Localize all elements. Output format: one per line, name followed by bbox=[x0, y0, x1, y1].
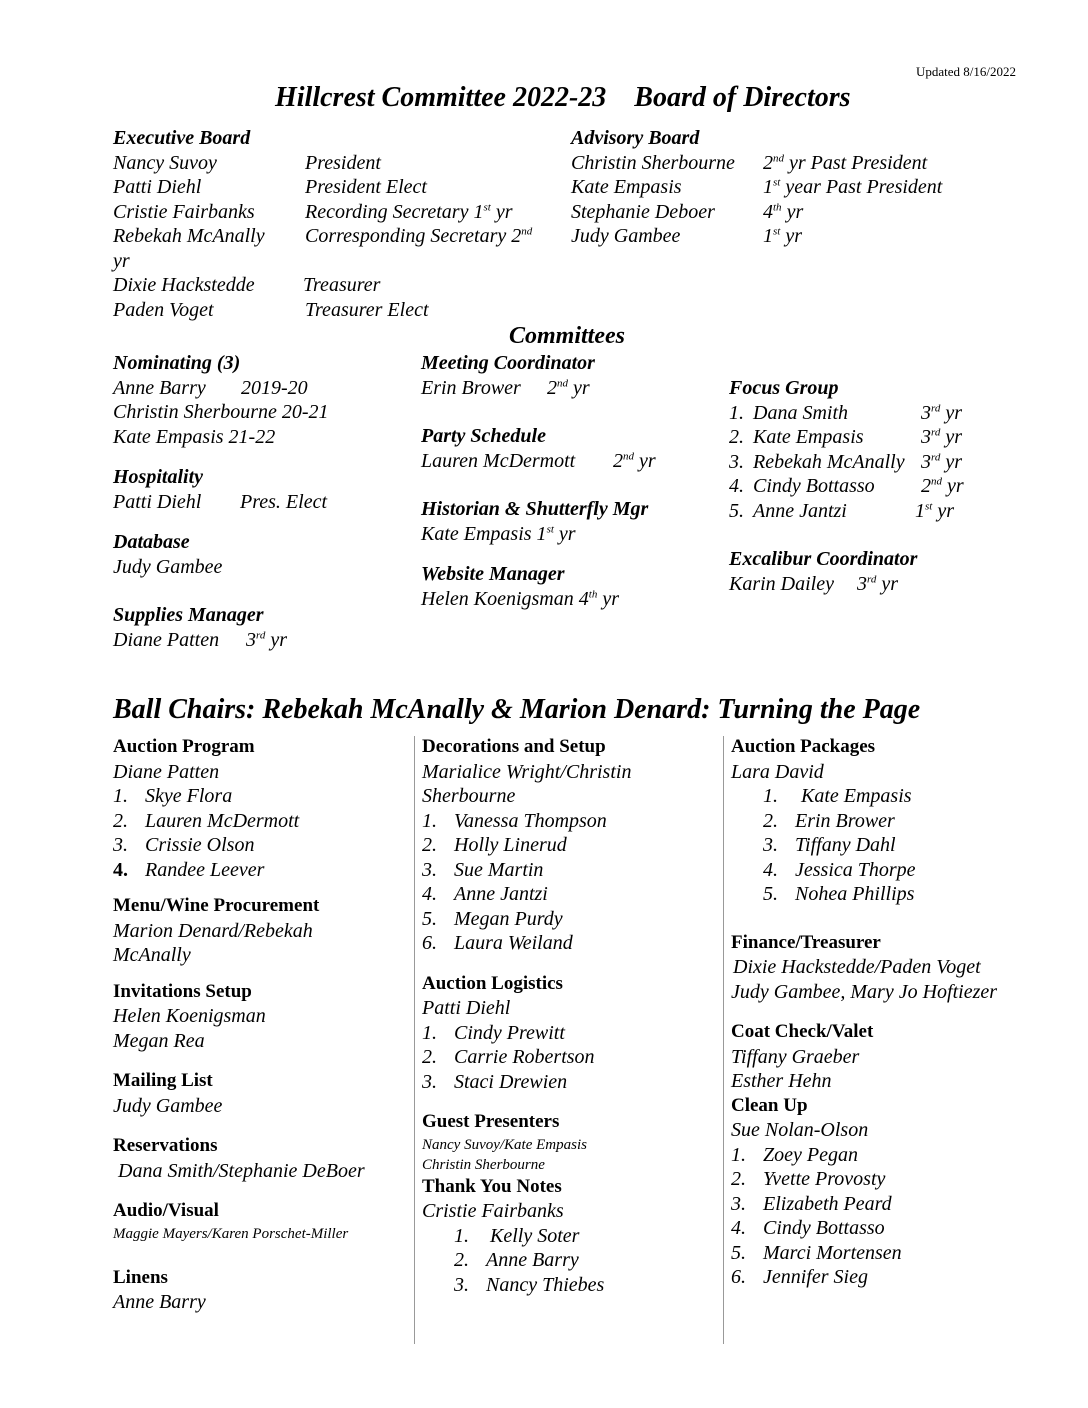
focus-row: 4. Cindy Bottasso 2nd yr bbox=[729, 475, 964, 497]
mailing-lead: Judy Gambee bbox=[113, 1094, 223, 1117]
list-item: 6. Laura Weiland bbox=[422, 932, 573, 954]
exec-row: Rebekah McAnally Corresponding Secretary 2nd bbox=[113, 225, 533, 247]
list-item: 1. Kate Empasis bbox=[763, 785, 912, 807]
historian-row: Kate Empasis 1st yr bbox=[421, 522, 576, 545]
list-item: 3. Sue Martin bbox=[422, 858, 544, 881]
list-item: 1. Cindy Prewitt bbox=[422, 1021, 565, 1044]
list-item: 2. Holly Linerud bbox=[422, 834, 567, 856]
nominating-row: Anne Barry 2019-20 bbox=[113, 376, 308, 399]
list-item: 3. Tiffany Dahl bbox=[763, 834, 896, 856]
focus-row: 2. Kate Empasis 3rd yr bbox=[729, 426, 963, 448]
list-item: 2. Erin Brower bbox=[763, 809, 895, 832]
coat-lead: Tiffany Graeber bbox=[731, 1045, 860, 1068]
list-item: 3. Elizabeth Peard bbox=[731, 1192, 892, 1215]
page-title bbox=[275, 82, 851, 114]
logistics-heading: Auction Logistics bbox=[422, 972, 563, 994]
historian-heading: Historian & Shutterfly Mgr bbox=[421, 498, 649, 520]
committees-col-2 bbox=[421, 351, 721, 611]
decorations-lead: Sherbourne bbox=[422, 785, 516, 807]
ball-col-3 bbox=[731, 735, 1051, 1290]
list-item: 4. Randee Leever bbox=[113, 858, 265, 881]
menu-lead: Marion Denard/Rebekah bbox=[113, 919, 313, 942]
list-item: 5. Nohea Phillips bbox=[763, 883, 915, 905]
ball-col-1 bbox=[113, 735, 408, 1315]
website-row: Helen Koenigsman 4th yr bbox=[421, 587, 619, 610]
focus-heading: Focus Group bbox=[729, 377, 839, 399]
exec-row: Patti Diehl President Elect bbox=[113, 176, 427, 198]
ball-chairs-heading: Ball Chairs: Rebekah McAnally & Marion Denard: Turning the Page bbox=[113, 694, 921, 725]
guest-heading: Guest Presenters bbox=[422, 1111, 560, 1132]
invitations-lead: Megan Rea bbox=[113, 1029, 205, 1052]
list-item: 5. Marci Mortensen bbox=[731, 1241, 902, 1264]
list-item: 5. Megan Purdy bbox=[422, 907, 563, 930]
meeting-row: Erin Brower 2nd yr bbox=[421, 376, 590, 399]
list-item: 1. Zoey Pegan bbox=[731, 1143, 858, 1166]
mailing-heading: Mailing List bbox=[113, 1070, 213, 1091]
updated-date: Updated 8/16/2022 bbox=[916, 64, 1017, 79]
nominating-heading: Nominating (3) bbox=[113, 352, 241, 374]
linens-heading: Linens bbox=[113, 1266, 168, 1288]
committees-heading: Committees bbox=[509, 323, 625, 349]
cleanup-heading: Clean Up bbox=[731, 1094, 808, 1116]
exec-wrap: yr bbox=[113, 249, 130, 272]
exec-row: Cristie Fairbanks Recording Secretary 1st yr bbox=[113, 200, 513, 223]
audio-heading: Audio/Visual bbox=[113, 1200, 219, 1221]
hospitality-row: Patti Diehl Pres. Elect bbox=[113, 490, 328, 513]
column-divider bbox=[414, 736, 415, 1344]
list-item: 2. Anne Barry bbox=[454, 1249, 579, 1271]
guest-lead: Nancy Suvoy/Kate Empasis bbox=[422, 1136, 587, 1153]
list-item: 6. Jennifer Sieg bbox=[731, 1266, 868, 1288]
finance-lead: Dixie Hackstedde/Paden Voget bbox=[733, 956, 981, 978]
database-name: Judy Gambee bbox=[113, 555, 223, 578]
advisory-row: Stephanie Deboer 4th yr bbox=[571, 200, 804, 223]
advisory-heading: Advisory Board bbox=[571, 127, 700, 149]
coat-lead: Esther Hehn bbox=[731, 1070, 832, 1092]
reservations-heading: Reservations bbox=[113, 1135, 218, 1156]
menu-lead: McAnally bbox=[113, 944, 191, 966]
reservations-lead: Dana Smith/Stephanie DeBoer bbox=[118, 1159, 365, 1182]
list-item: 3. Crissie Olson bbox=[113, 834, 255, 856]
list-item: 2. Lauren McDermott bbox=[113, 809, 300, 832]
auction-program-lead: Diane Patten bbox=[113, 760, 220, 783]
nominating-row: Kate Empasis 21-22 bbox=[113, 425, 276, 448]
guest-lead: Christin Sherbourne bbox=[422, 1156, 545, 1173]
exec-row: Dixie Hackstedde Treasurer bbox=[113, 274, 381, 296]
auction-program-heading: Auction Program bbox=[113, 736, 255, 757]
list-item: 3. Staci Drewien bbox=[422, 1070, 568, 1093]
list-item: 2. Yvette Provosty bbox=[731, 1168, 886, 1190]
focus-row: 3. Rebekah McAnally 3rd yr bbox=[729, 450, 963, 473]
committees-col-1 bbox=[113, 351, 413, 652]
finance-heading: Finance/Treasurer bbox=[731, 931, 881, 953]
list-item: 4. Cindy Bottasso bbox=[731, 1217, 885, 1239]
cleanup-lead: Sue Nolan-Olson bbox=[731, 1119, 869, 1141]
list-item: 1. Vanessa Thompson bbox=[422, 809, 607, 832]
audio-lead: Maggie Mayers/Karen Porschet-Miller bbox=[113, 1225, 349, 1242]
nominating-row: Christin Sherbourne 20-21 bbox=[113, 401, 329, 423]
thanks-heading: Thank You Notes bbox=[422, 1175, 562, 1197]
supplies-heading: Supplies Manager bbox=[113, 604, 264, 626]
party-heading: Party Schedule bbox=[421, 425, 546, 447]
invitations-lead: Helen Koenigsman bbox=[113, 1005, 266, 1027]
focus-row: 1. Dana Smith 3rd yr bbox=[729, 401, 963, 424]
list-item: 1. Kelly Soter bbox=[454, 1224, 580, 1247]
party-row: Lauren McDermott 2nd yr bbox=[421, 449, 656, 472]
decorations-heading: Decorations and Setup bbox=[422, 736, 606, 757]
column-divider bbox=[723, 736, 724, 1344]
advisory-row: Christin Sherbourne 2nd yr Past President bbox=[571, 151, 928, 174]
website-heading: Website Manager bbox=[421, 563, 565, 585]
exec-row: Nancy Suvoy President bbox=[113, 151, 381, 174]
advisory-board bbox=[571, 126, 991, 249]
hospitality-heading: Hospitality bbox=[113, 466, 203, 488]
executive-board bbox=[113, 126, 563, 322]
list-item: 4. Anne Jantzi bbox=[422, 883, 548, 905]
list-item: 3. Nancy Thiebes bbox=[454, 1273, 605, 1296]
thanks-lead: Cristie Fairbanks bbox=[422, 1200, 564, 1222]
list-item: 1. Skye Flora bbox=[113, 785, 233, 807]
finance-lead: Judy Gambee, Mary Jo Hoftiezer bbox=[731, 980, 998, 1003]
exec-row: Paden Voget Treasurer Elect bbox=[113, 298, 429, 321]
meeting-heading: Meeting Coordinator bbox=[421, 352, 595, 374]
executive-heading: Executive Board bbox=[113, 127, 251, 149]
decorations-lead: Marialice Wright/Christin bbox=[422, 760, 632, 783]
invitations-heading: Invitations Setup bbox=[113, 980, 252, 1002]
logistics-lead: Patti Diehl bbox=[422, 997, 511, 1019]
advisory-row: Kate Empasis 1st year Past President bbox=[571, 176, 943, 198]
ball-col-2 bbox=[422, 735, 717, 1297]
list-item: 2. Carrie Robertson bbox=[422, 1046, 595, 1068]
linens-lead: Anne Barry bbox=[113, 1291, 206, 1313]
coat-heading: Coat Check/Valet bbox=[731, 1021, 874, 1042]
excalibur-heading: Excalibur Coordinator bbox=[729, 548, 918, 570]
packages-lead: Lara David bbox=[731, 760, 824, 783]
title-committee: Hillcrest Committee 2022-23 bbox=[275, 82, 607, 113]
database-heading: Database bbox=[113, 531, 190, 553]
packages-heading: Auction Packages bbox=[731, 736, 876, 757]
title-board: Board of Directors bbox=[634, 82, 851, 113]
advisory-row: Judy Gambee 1st yr bbox=[571, 225, 803, 247]
menu-heading: Menu/Wine Procurement bbox=[113, 895, 320, 916]
list-item: 4. Jessica Thorpe bbox=[763, 858, 916, 881]
committees-col-3 bbox=[729, 376, 1029, 596]
focus-row: 5. Anne Jantzi 1st yr bbox=[729, 499, 955, 522]
supplies-row: Diane Patten 3rd yr bbox=[113, 628, 288, 651]
excalibur-row: Karin Dailey 3rd yr bbox=[729, 572, 899, 595]
